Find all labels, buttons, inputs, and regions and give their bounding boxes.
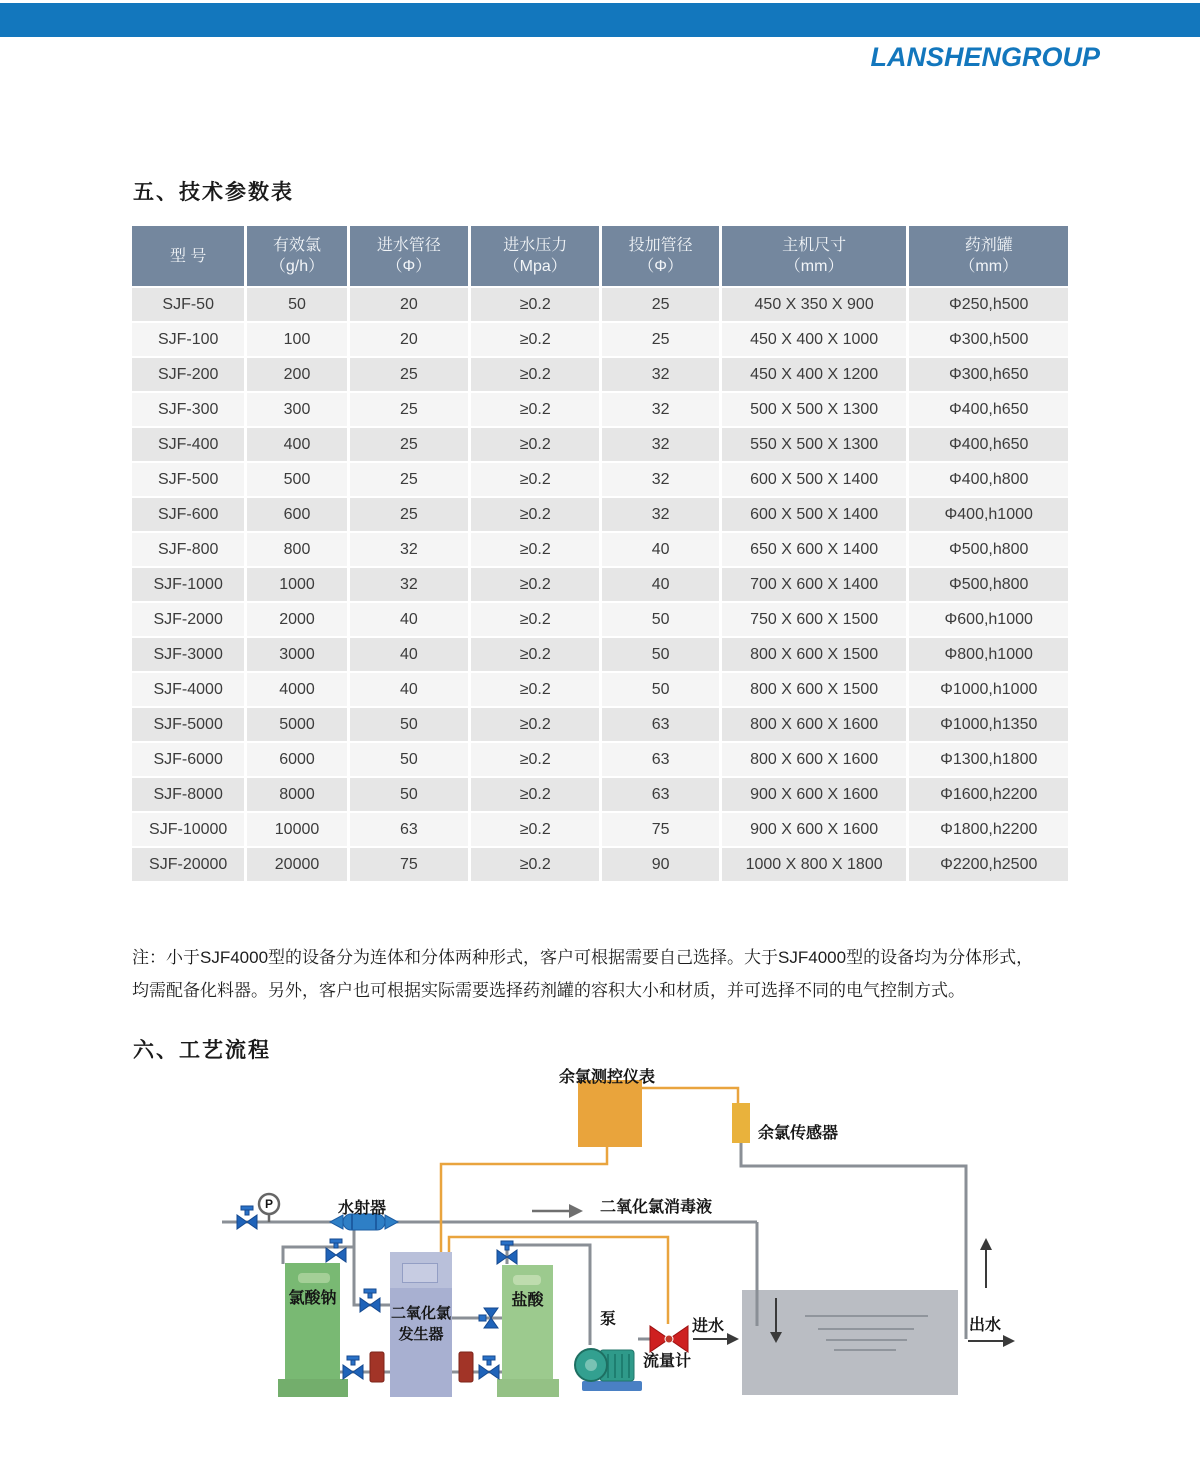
table-cell: SJF-10000 xyxy=(132,813,244,846)
table-cell: SJF-20000 xyxy=(132,848,244,881)
table-cell: 40 xyxy=(350,638,468,671)
table-cell: 800 xyxy=(247,533,346,566)
table-row xyxy=(132,603,1068,636)
table-cell: ≥0.2 xyxy=(471,358,599,391)
table-cell: ≥0.2 xyxy=(471,323,599,356)
table-cell: 1000 xyxy=(247,568,346,601)
col-header-model: 型 号 xyxy=(132,226,244,286)
table-row xyxy=(132,708,1068,741)
dosing-pump-right xyxy=(459,1352,473,1382)
table-row xyxy=(132,673,1068,706)
tank-down-arrow xyxy=(770,1298,782,1343)
table-row xyxy=(132,533,1068,566)
table-cell: ≥0.2 xyxy=(471,428,599,461)
generator-flowmeter-line xyxy=(449,1237,668,1324)
valve-icon xyxy=(479,1356,499,1379)
table-cell: ≥0.2 xyxy=(471,848,599,881)
table-cell: Φ800,h1000 xyxy=(909,638,1068,671)
col-header-tank: 药剂罐 （mm） xyxy=(909,226,1068,286)
table-cell: 50 xyxy=(602,638,718,671)
table-row xyxy=(132,638,1068,671)
table-cell: 900 X 600 X 1600 xyxy=(722,813,907,846)
table-row xyxy=(132,393,1068,426)
table-cell: 25 xyxy=(602,288,718,321)
table-cell: 650 X 600 X 1400 xyxy=(722,533,907,566)
table-cell: 700 X 600 X 1400 xyxy=(722,568,907,601)
table-cell: 800 X 600 X 1600 xyxy=(722,708,907,741)
table-cell: 50 xyxy=(350,778,468,811)
table-cell: 32 xyxy=(350,533,468,566)
valve-icon xyxy=(360,1289,380,1312)
table-row xyxy=(132,848,1068,881)
table-cell: ≥0.2 xyxy=(471,673,599,706)
table-cell: ≥0.2 xyxy=(471,288,599,321)
table-cell: Φ400,h1000 xyxy=(909,498,1068,531)
table-cell: SJF-50 xyxy=(132,288,244,321)
table-cell: 50 xyxy=(247,288,346,321)
table-cell: Φ500,h800 xyxy=(909,568,1068,601)
table-cell: Φ1000,h1000 xyxy=(909,673,1068,706)
pump-icon xyxy=(575,1349,642,1391)
table-note xyxy=(132,941,1082,1007)
table-cell: 500 X 500 X 1300 xyxy=(722,393,907,426)
table-cell: 8000 xyxy=(247,778,346,811)
label-generator-line2: 发生器 xyxy=(398,1326,444,1343)
col-header-chlorine: 有效氯 （g/h） xyxy=(247,226,346,286)
table-cell: 75 xyxy=(350,848,468,881)
table-cell: 50 xyxy=(350,708,468,741)
label-generator-line1: 二氧化氯 xyxy=(390,1305,451,1322)
table-row xyxy=(132,323,1068,356)
table-cell: 450 X 350 X 900 xyxy=(722,288,907,321)
label-pump: 泵 xyxy=(600,1311,617,1328)
dosing-pump-left xyxy=(370,1352,384,1382)
table-cell: 25 xyxy=(350,358,468,391)
table-cell: 600 X 500 X 1400 xyxy=(722,498,907,531)
sensor-sample-pipe xyxy=(741,1143,966,1339)
table-cell: ≥0.2 xyxy=(471,463,599,496)
table-cell: 20000 xyxy=(247,848,346,881)
table-cell: 20 xyxy=(350,323,468,356)
table-cell: Φ250,h500 xyxy=(909,288,1068,321)
table-cell: Φ1600,h2200 xyxy=(909,778,1068,811)
table-cell: 32 xyxy=(350,568,468,601)
table-cell: 40 xyxy=(350,673,468,706)
col-header-host-size: 主机尺寸 （mm） xyxy=(722,226,907,286)
table-cell: 300 xyxy=(247,393,346,426)
top-brand-bar xyxy=(0,3,1200,37)
table-cell: ≥0.2 xyxy=(471,708,599,741)
diagram-lines xyxy=(180,1060,1200,1470)
table-cell: 1000 X 800 X 1800 xyxy=(722,848,907,881)
table-cell: 75 xyxy=(602,813,718,846)
table-cell: Φ400,h650 xyxy=(909,393,1068,426)
table-cell: 25 xyxy=(350,428,468,461)
outlet-arrow xyxy=(968,1335,1015,1347)
table-row xyxy=(132,358,1068,391)
table-cell: ≥0.2 xyxy=(471,533,599,566)
table-cell: Φ300,h500 xyxy=(909,323,1068,356)
col-header-dosing-pipe: 投加管径 （Φ） xyxy=(602,226,718,286)
table-cell: SJF-200 xyxy=(132,358,244,391)
table-cell: SJF-800 xyxy=(132,533,244,566)
label-water-outlet: 出水 xyxy=(969,1317,1002,1334)
table-cell: 600 X 500 X 1400 xyxy=(722,463,907,496)
table-cell: 10000 xyxy=(247,813,346,846)
table-cell: 63 xyxy=(602,708,718,741)
table-cell: 40 xyxy=(350,603,468,636)
table-cell: ≥0.2 xyxy=(471,568,599,601)
table-cell: 32 xyxy=(602,463,718,496)
table-cell: SJF-500 xyxy=(132,463,244,496)
label-water-inlet: 进水 xyxy=(692,1318,725,1335)
table-cell: 900 X 600 X 1600 xyxy=(722,778,907,811)
table-cell: SJF-6000 xyxy=(132,743,244,776)
table-cell: SJF-100 xyxy=(132,323,244,356)
table-cell: 800 X 600 X 1600 xyxy=(722,743,907,776)
table-cell: 750 X 600 X 1500 xyxy=(722,603,907,636)
label-flow-meter: 流量计 xyxy=(643,1353,692,1370)
water-surface-lines xyxy=(805,1316,928,1350)
table-cell: 20 xyxy=(350,288,468,321)
process-flow-diagram xyxy=(180,1060,1200,1470)
table-cell: 4000 xyxy=(247,673,346,706)
table-cell: Φ1000,h1350 xyxy=(909,708,1068,741)
table-cell: 600 xyxy=(247,498,346,531)
table-cell: Φ600,h1000 xyxy=(909,603,1068,636)
table-row xyxy=(132,288,1068,321)
table-cell: 63 xyxy=(350,813,468,846)
table-cell: Φ300,h650 xyxy=(909,358,1068,391)
label-disinfectant: 二氧化氯消毒液 xyxy=(600,1199,713,1216)
table-cell: 63 xyxy=(602,778,718,811)
valve-icon xyxy=(237,1206,257,1229)
table-cell: 3000 xyxy=(247,638,346,671)
monitor-sensor-line xyxy=(642,1088,738,1103)
table-cell: 25 xyxy=(350,463,468,496)
table-cell: 5000 xyxy=(247,708,346,741)
table-body xyxy=(132,288,1068,881)
table-cell: 2000 xyxy=(247,603,346,636)
table-cell: 6000 xyxy=(247,743,346,776)
table-cell: 40 xyxy=(602,568,718,601)
table-cell: 32 xyxy=(602,498,718,531)
table-cell: 25 xyxy=(602,323,718,356)
col-header-inlet-pipe: 进水管径 （Φ） xyxy=(350,226,468,286)
table-cell: 63 xyxy=(602,743,718,776)
table-cell: ≥0.2 xyxy=(471,638,599,671)
table-cell: 25 xyxy=(350,393,468,426)
table-cell: Φ1800,h2200 xyxy=(909,813,1068,846)
table-cell: 450 X 400 X 1000 xyxy=(722,323,907,356)
table-row xyxy=(132,743,1068,776)
parameters-table xyxy=(129,224,1071,883)
table-row xyxy=(132,778,1068,811)
table-cell: 400 xyxy=(247,428,346,461)
label-chlorine-monitor: 余氯测控仪表 xyxy=(558,1069,655,1086)
table-cell: ≥0.2 xyxy=(471,603,599,636)
table-cell: 90 xyxy=(602,848,718,881)
label-chlorine-sensor: 余氯传感器 xyxy=(758,1125,839,1142)
label-pressure-gauge: P xyxy=(264,1197,273,1211)
table-cell: Φ500,h800 xyxy=(909,533,1068,566)
table-cell: SJF-600 xyxy=(132,498,244,531)
table-cell: 200 xyxy=(247,358,346,391)
table-cell: Φ400,h800 xyxy=(909,463,1068,496)
table-cell: SJF-2000 xyxy=(132,603,244,636)
table-cell: SJF-4000 xyxy=(132,673,244,706)
table-cell: 32 xyxy=(602,358,718,391)
table-cell: ≥0.2 xyxy=(471,743,599,776)
table-cell: SJF-8000 xyxy=(132,778,244,811)
valve-icon xyxy=(326,1239,346,1262)
section-title-process: 六、工艺流程 xyxy=(133,1039,271,1062)
company-logo: LANSHENGROUP xyxy=(870,42,1100,72)
label-water-ejector: 水射器 xyxy=(338,1200,387,1217)
table-cell: ≥0.2 xyxy=(471,813,599,846)
table-row xyxy=(132,428,1068,461)
table-cell: 50 xyxy=(602,603,718,636)
table-cell: 50 xyxy=(350,743,468,776)
table-cell: Φ1300,h1800 xyxy=(909,743,1068,776)
table-cell: ≥0.2 xyxy=(471,498,599,531)
section-title-parameters: 五、技术参数表 xyxy=(133,181,294,204)
table-cell: 800 X 600 X 1500 xyxy=(722,638,907,671)
table-cell: 800 X 600 X 1500 xyxy=(722,673,907,706)
table-cell: SJF-400 xyxy=(132,428,244,461)
label-sodium-chlorate: 氯酸钠 xyxy=(288,1290,337,1307)
note-line-2: 均需配备化料器。另外，客户也可根据实际需要选择药剂罐的容积大小和材质，并可选择不同的电气控制方式。 xyxy=(132,981,965,1000)
table-cell: ≥0.2 xyxy=(471,778,599,811)
table-cell: 550 X 500 X 1300 xyxy=(722,428,907,461)
table-cell: 32 xyxy=(602,428,718,461)
table-row xyxy=(132,463,1068,496)
label-hydrochloric-acid: 盐酸 xyxy=(511,1292,544,1309)
table-row xyxy=(132,568,1068,601)
table-cell: Φ2200,h2500 xyxy=(909,848,1068,881)
table-cell: SJF-5000 xyxy=(132,708,244,741)
table-cell: 500 xyxy=(247,463,346,496)
valve-icon xyxy=(343,1356,363,1379)
flow-direction-arrow xyxy=(532,1204,583,1218)
table-header xyxy=(132,226,1068,286)
note-line-1: 注：小于SJF4000型的设备分为连体和分体两种形式，客户可根据需要自己选择。大于SJF4000型的设备均为分体形式， xyxy=(132,948,1034,967)
table-cell: 50 xyxy=(602,673,718,706)
table-cell: 40 xyxy=(602,533,718,566)
outlet-up-arrow xyxy=(980,1238,992,1288)
table-cell: 32 xyxy=(602,393,718,426)
label-generator xyxy=(388,1303,454,1345)
table-cell: Φ400,h650 xyxy=(909,428,1068,461)
table-cell: 450 X 400 X 1200 xyxy=(722,358,907,391)
table-row xyxy=(132,813,1068,846)
table-cell: SJF-3000 xyxy=(132,638,244,671)
col-header-pressure: 进水压力 （Mpa） xyxy=(471,226,599,286)
table-cell: 100 xyxy=(247,323,346,356)
table-row xyxy=(132,498,1068,531)
table-cell: 25 xyxy=(350,498,468,531)
table-cell: ≥0.2 xyxy=(471,393,599,426)
table-cell: SJF-300 xyxy=(132,393,244,426)
table-cell: SJF-1000 xyxy=(132,568,244,601)
